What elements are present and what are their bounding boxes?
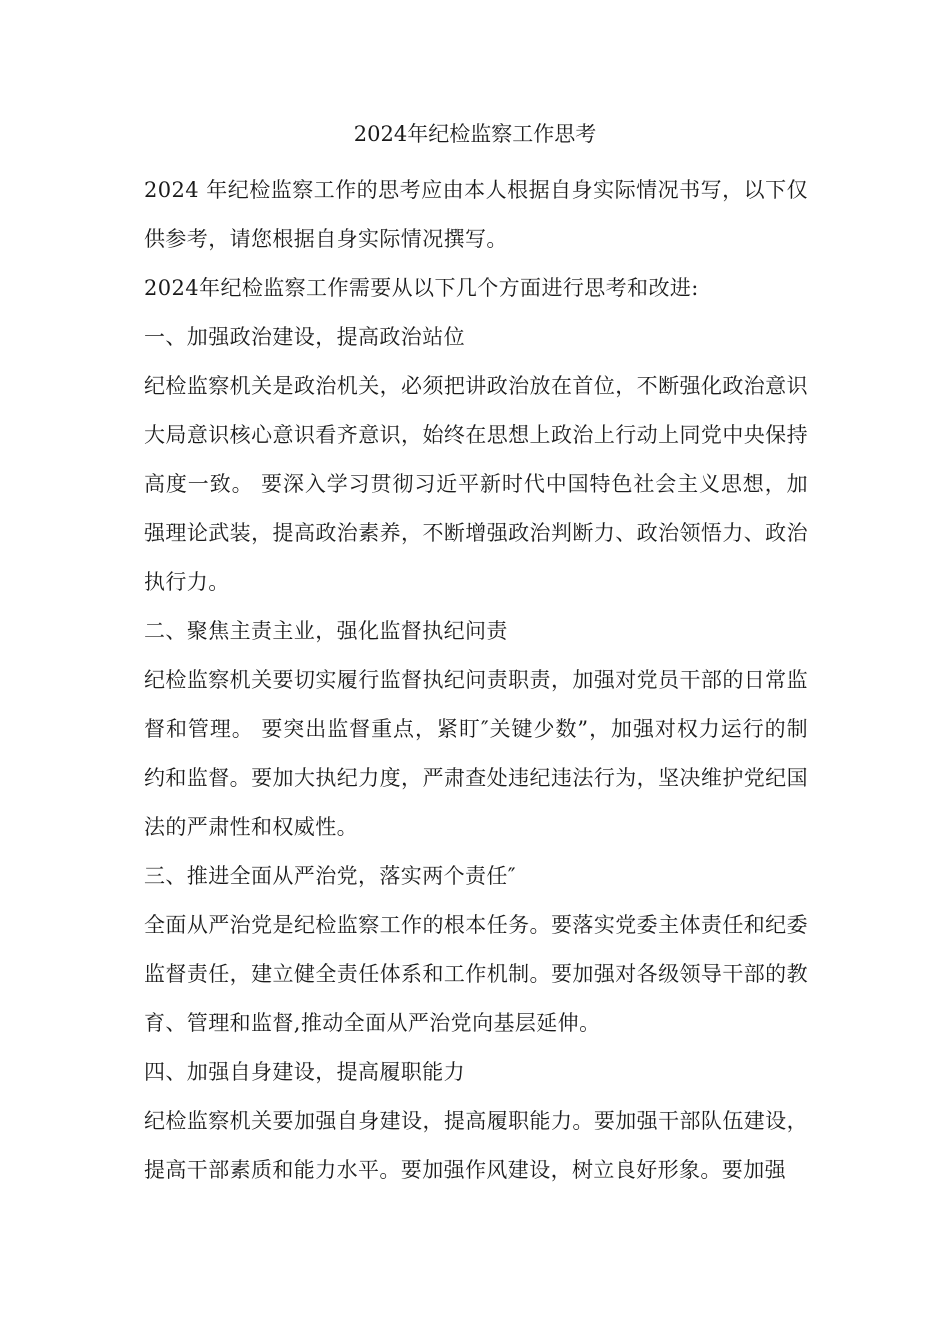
- document-title: 2024年纪检监察工作思考: [353, 122, 597, 146]
- section-paragraph: 全面从严治党是纪检监察工作的根本任务。要落实党委主体责任和纪委监督责任，建立健全责任体系和工作机制。要加强对各级领导干部的教育、管理和监督,推动全面从严治党向基层延伸。: [144, 913, 808, 1035]
- section-paragraph: 纪检监察机关要加强自身建设，提高履职能力。要加强干部队伍建设，提高干部素质和能力水平。要加强作风建设，树立良好形象。要加强: [144, 1109, 808, 1182]
- section-heading: 三、推进全面从严治党，落实两个责任″: [144, 864, 517, 888]
- section-paragraph: 纪检监察机关要切实履行监督执纪问责职责，加强对党员干部的日常监督和管理。 要突出监督重点，紧盯″关键少数”，加强对权力运行的制约和监督。要加大执纪力度，严肃查处违纪违法行为，坚决维护党纪国法的严肃性和权威性。: [144, 668, 808, 839]
- section-heading: 一、加强政治建设，提高政治站位: [144, 325, 465, 349]
- section-heading: 四、加强自身建设，提高履职能力: [144, 1060, 465, 1084]
- document-body: [144, 166, 808, 1195]
- overview-paragraph: 2024年纪检监察工作需要从以下几个方面进行思考和改进:: [144, 276, 699, 300]
- intro-paragraph: 2024 年纪检监察工作的思考应由本人根据自身实际情况书写，以下仅供参考，请您根据自身实际情况撰写。: [144, 178, 808, 251]
- section-heading: 二、聚焦主责主业，强化监督执纪问责: [144, 619, 508, 643]
- section-paragraph: 纪检监察机关是政治机关，必须把讲政治放在首位，不断强化政治意识大局意识核心意识看齐意识，始终在思想上政治上行动上同党中央保持高度一致。 要深入学习贯彻习近平新时代中国特色社会主义思想，加强理论武装，提高政治素养，不断增强政治判断力、政治领悟力、政治执行力。: [144, 374, 808, 594]
